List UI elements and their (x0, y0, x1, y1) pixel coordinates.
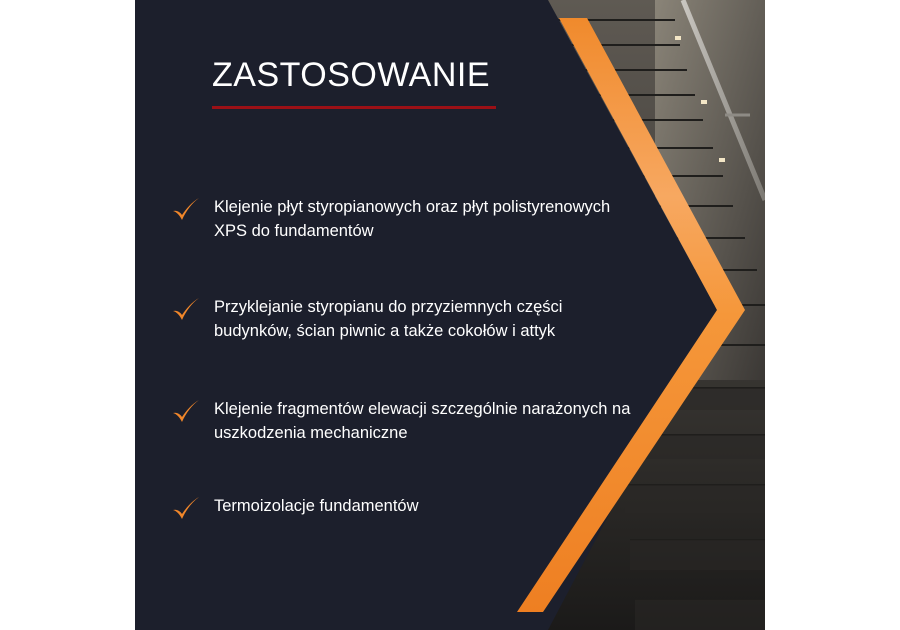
list-item-text: Klejenie płyt styropianowych oraz płyt polistyrenowych XPS do fundamentów (214, 198, 611, 240)
title-underline (212, 106, 496, 109)
list-item-text: Termoizolacje fundamentów (214, 497, 419, 515)
checkmark-icon (171, 297, 201, 323)
page-title: ZASTOSOWANIE (212, 56, 491, 94)
application-card (135, 0, 765, 630)
checkmark-icon (171, 197, 201, 223)
list-item-text: Przyklejanie styropianu do przyziemnych części budynków, ścian piwnic a także cokołów i attyk (214, 298, 563, 340)
checkmark-icon (171, 399, 201, 425)
checkmark-icon (171, 496, 201, 522)
list-item-text: Klejenie fragmentów elewacji szczególnie narażonych na uszkodzenia mechaniczne (214, 400, 631, 442)
